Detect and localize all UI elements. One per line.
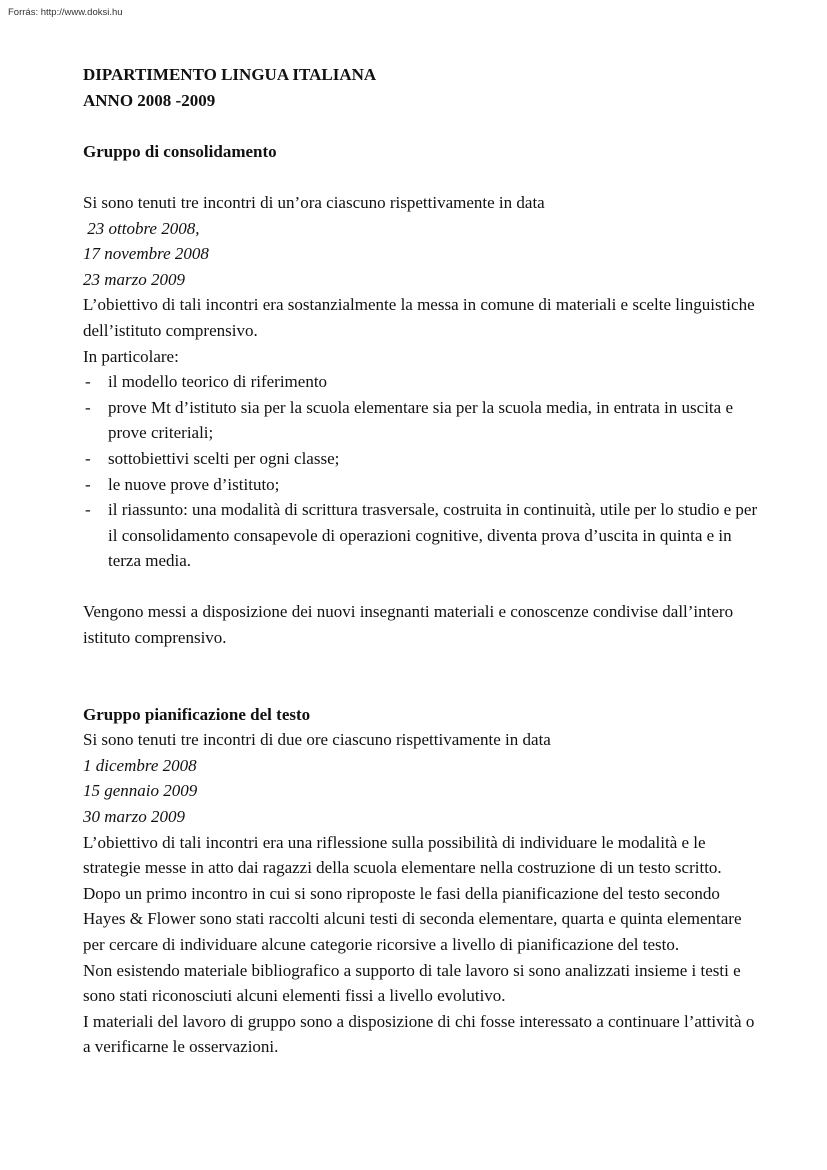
list-item: - prove Mt d’istituto sia per la scuola elementare sia per la scuola media, in entrata in uscita e prove criteriali; — [83, 395, 763, 446]
section2-paragraph: Dopo un primo incontro in cui si sono riproposte le fasi della pianificazione del testo secondo Hayes & Flower sono stati raccolti alcuni testi di seconda elementare, quarta e quinta elementare per cercare di individuare alcune categorie ricorsive a livello di pianificazione del testo. — [83, 883, 742, 954]
section1-closing: Vengono messi a disposizione dei nuovi insegnanti materiali e conoscenze condivise dall’intero istituto comprensivo. — [83, 602, 734, 648]
section-title-pianificazione: Gruppo pianificazione del testo — [83, 704, 311, 724]
list-item: - le nuove prove d’istituto; — [83, 472, 763, 498]
section2-paragraph: I materiali del lavoro di gruppo sono a disposizione di chi fosse interessato a continuare l’attività o a verificarne le osservazioni. — [83, 1011, 755, 1057]
section1-date: 23 ottobre 2008, — [83, 218, 200, 238]
section1-objective: L’obiettivo di tali incontri era sostanzialmente la messa in comune di materiali e scelte linguistiche dell’istituto comprensivo. — [83, 295, 755, 340]
list-item: - il modello teorico di riferimento — [83, 369, 763, 395]
list-item: - il riassunto: una modalità di scrittura trasversale, costruita in continuità, utile per lo studio e per il consolidamento consapevole di operazioni cognitive, diventa prova d’uscita in quinta e in terza media. — [83, 497, 763, 574]
year-title: ANNO 2008 -2009 — [83, 90, 216, 110]
section2-intro: Si sono tenuti tre incontri di due ore ciascuno rispettivamente in data — [83, 730, 551, 750]
section1-date: 23 marzo 2009 — [83, 269, 186, 289]
section2-date: 30 marzo 2009 — [83, 807, 186, 827]
list-item: - sottobiettivi scelti per ogni classe; — [83, 446, 763, 472]
section1-date: 17 novembre 2008 — [83, 244, 209, 264]
section1-list — [83, 369, 763, 574]
section1-particular: In particolare: — [83, 346, 179, 366]
department-title: DIPARTIMENTO LINGUA ITALIANA — [83, 65, 377, 84]
section2-paragraph: L’obiettivo di tali incontri era una riflessione sulla possibilità di individuare le modalità e le strategie messe in atto dai ragazzi della scuola elementare nella costruzione di un testo scritto. — [83, 832, 722, 878]
section2-date: 1 dicembre 2008 — [83, 755, 197, 775]
document-page — [83, 62, 763, 1060]
section1-intro: Si sono tenuti tre incontri di un’ora ciascuno rispettivamente in data — [83, 192, 545, 212]
section2-date: 15 gennaio 2009 — [83, 781, 198, 801]
section2-paragraph: Non esistendo materiale bibliografico a supporto di tale lavoro si sono analizzati insieme i testi e sono stati riconosciuti alcuni elementi fissi a livello evolutivo. — [83, 960, 741, 1006]
source-url: Forrás: http://www.doksi.hu — [8, 7, 123, 18]
section-title-consolidamento: Gruppo di consolidamento — [83, 141, 277, 161]
